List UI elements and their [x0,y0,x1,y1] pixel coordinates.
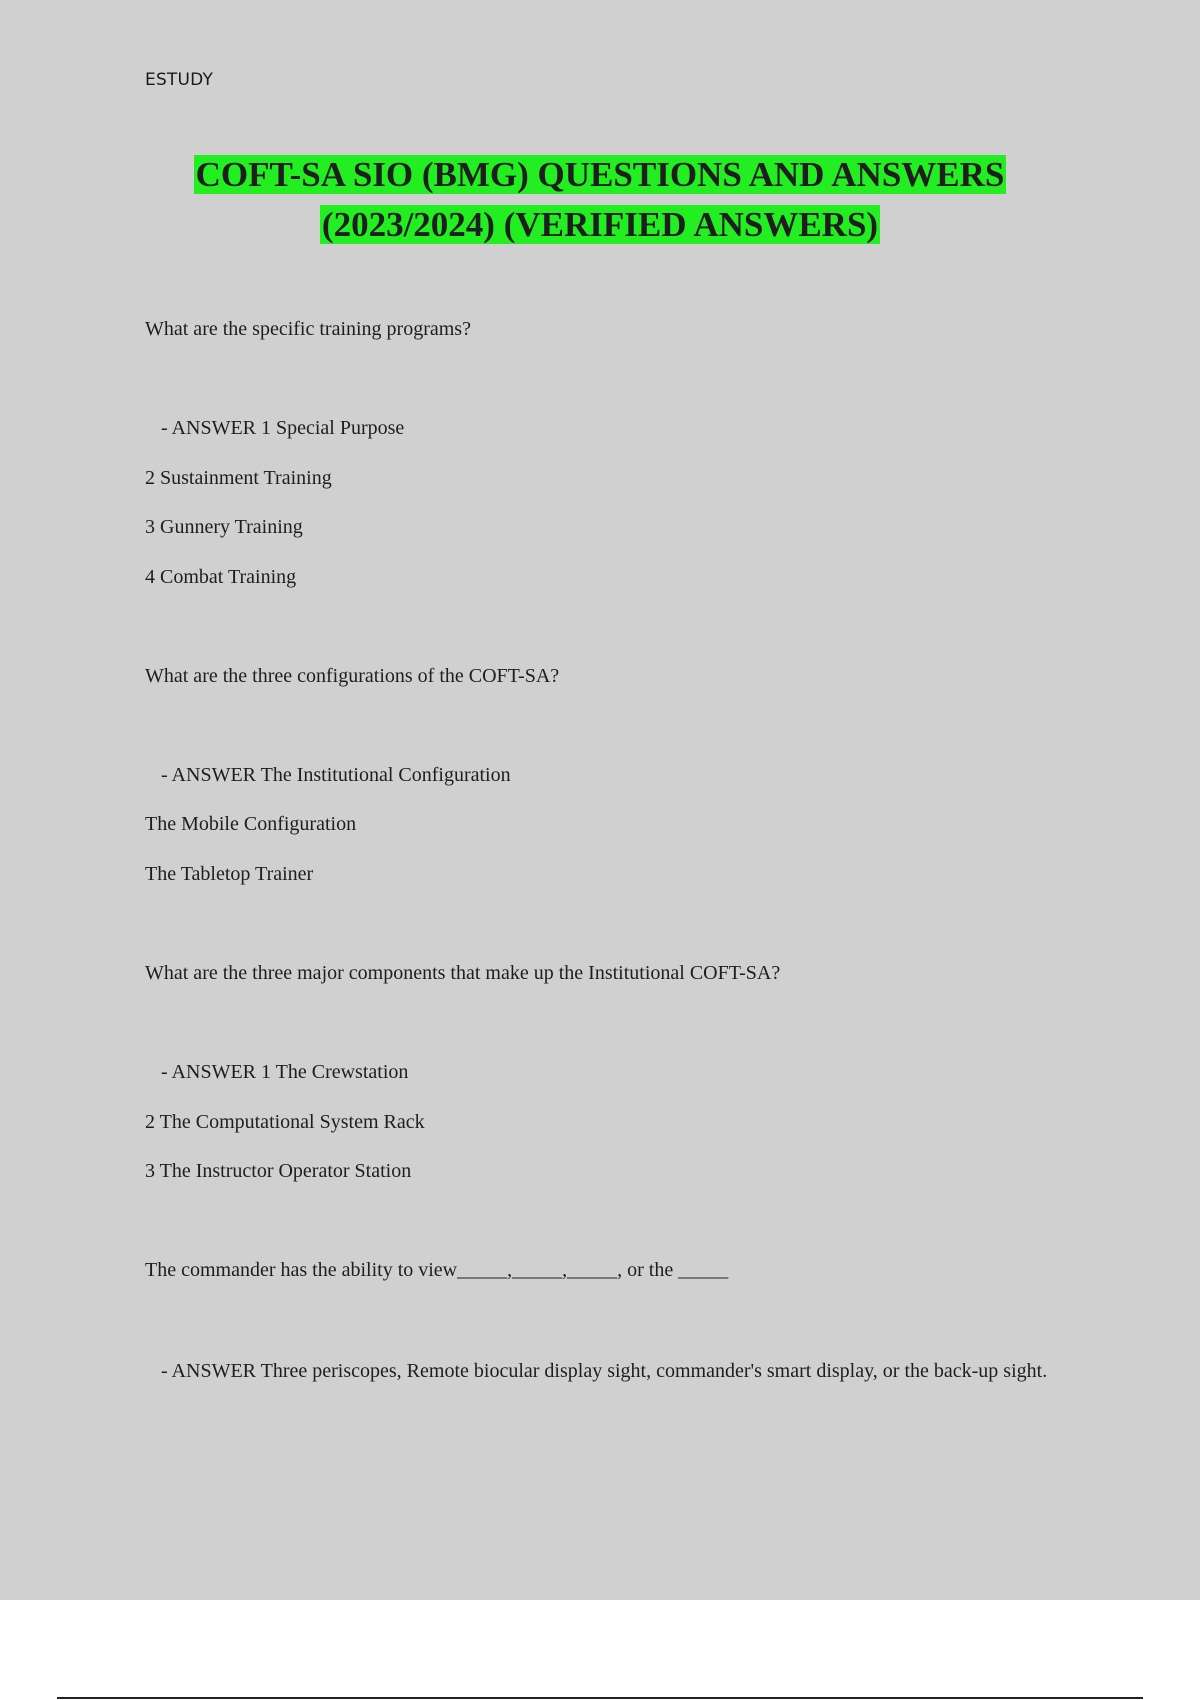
title-line-2: (2023/2024) (VERIFIED ANSWERS) [321,205,879,244]
answer-1-line-3: 3 Gunnery Training [145,516,303,538]
document-title [100,150,1100,250]
question-1: What are the specific training programs? [145,318,471,340]
answer-3-line-2: 2 The Computational System Rack [145,1111,425,1133]
answer-2-line-2: The Mobile Configuration [145,813,357,835]
header-label: ESTUDY [145,70,214,90]
answer-3-line-3: 3 The Instructor Operator Station [145,1160,412,1182]
question-4: The commander has the ability to view_____,_____,_____, or the _____ [145,1259,729,1281]
question-3: What are the three major components that make up the Institutional COFT-SA? [145,962,781,984]
answer-3-line-1: - ANSWER 1 The Crewstation [161,1061,409,1083]
answer-4-line-1: - ANSWER Three periscopes, Remote biocular display sight, commander's smart display, or the back-up sight. [161,1360,1048,1382]
answer-1-line-1: - ANSWER 1 Special Purpose [161,417,405,439]
answer-2-line-3: The Tabletop Trainer [145,863,314,885]
title-line-1: COFT-SA SIO (BMG) QUESTIONS AND ANSWERS [195,155,1005,194]
answer-1-line-2: 2 Sustainment Training [145,467,332,489]
answer-1-line-4: 4 Combat Training [145,566,297,588]
bottom-divider [57,1697,1143,1699]
question-2: What are the three configurations of the COFT-SA? [145,665,560,687]
answer-2-line-1: - ANSWER The Institutional Configuration [161,764,511,786]
